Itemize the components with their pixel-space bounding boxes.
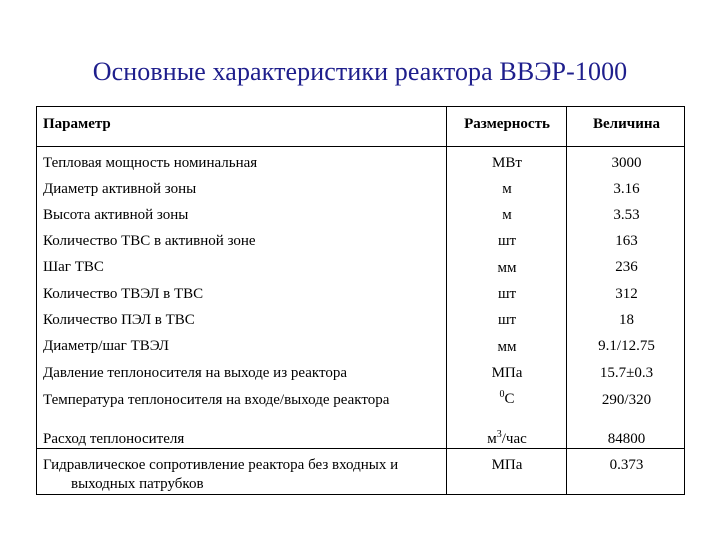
table-row-value: 163 xyxy=(615,233,638,249)
table-row-param: Шаг ТВС xyxy=(43,259,104,275)
characteristics-table xyxy=(36,106,685,495)
table-row-param: Температура теплоносителя на входе/выходе реактора xyxy=(43,392,390,408)
table-row-value: 3.16 xyxy=(613,181,640,197)
table-row-value: 290/320 xyxy=(601,392,652,408)
table-row-value: 84800 xyxy=(607,431,646,447)
table-row-param: Тепловая мощность номинальная xyxy=(43,155,258,171)
table-row-unit: м xyxy=(502,207,512,223)
table-row-value: 3000 xyxy=(611,155,642,171)
table-row-value: 3.53 xyxy=(613,207,640,223)
table-row-unit: мм xyxy=(497,260,517,276)
table-row-param: Высота активной зоны xyxy=(43,207,189,223)
page-title: Основные характеристики реактора ВВЭР-1000 xyxy=(92,57,628,86)
table-row-unit: шт xyxy=(497,312,517,328)
table-row-param: Давление теплоносителя на выходе из реактора xyxy=(43,365,347,381)
degree-superscript: 0 xyxy=(499,389,505,400)
table-row-value: 312 xyxy=(615,286,638,302)
table-row-param: Диаметр активной зоны xyxy=(43,181,197,197)
table-row-unit: МПа xyxy=(491,365,523,381)
table-row-value: 18 xyxy=(619,312,634,328)
table-row-unit: м xyxy=(502,181,512,197)
header-unit: Размерность xyxy=(464,116,550,132)
param-line-1: Гидравлическое сопротивление реактора без входных и xyxy=(43,457,399,473)
table-row-unit: шт xyxy=(497,286,517,302)
table-row-value: 236 xyxy=(615,259,638,275)
table-row-unit: МПа xyxy=(491,457,523,473)
table-row-param: Количество ТВС в активной зоне xyxy=(43,233,256,249)
table-row-value: 15.7±0.3 xyxy=(599,365,654,381)
table-row-param: Диаметр/шаг ТВЭЛ xyxy=(43,338,169,354)
table-row-unit xyxy=(447,390,567,410)
unit-base: м xyxy=(487,431,497,447)
header-value: Величина xyxy=(593,116,660,132)
table-row-param xyxy=(43,456,438,494)
table-row-param: Количество ПЭЛ в ТВС xyxy=(43,312,195,328)
table-row-param: Расход теплоносителя xyxy=(43,431,185,447)
row-divider xyxy=(37,448,684,449)
cubic-superscript: 3 xyxy=(496,429,502,440)
unit-tail: /час xyxy=(501,431,527,447)
table-row-unit xyxy=(447,430,567,450)
unit-base: С xyxy=(504,391,515,407)
table-row-value: 0.373 xyxy=(609,457,644,473)
table-row-unit: мм xyxy=(497,339,517,355)
table-row-unit: шт xyxy=(497,233,517,249)
table-row-value: 9.1/12.75 xyxy=(598,338,655,354)
param-line-2: выходных патрубков xyxy=(71,476,204,492)
table-row-param: Количество ТВЭЛ в ТВС xyxy=(43,286,204,302)
header-param: Параметр xyxy=(43,116,111,132)
header-divider xyxy=(37,146,684,147)
table-row-unit: МВт xyxy=(492,155,522,171)
